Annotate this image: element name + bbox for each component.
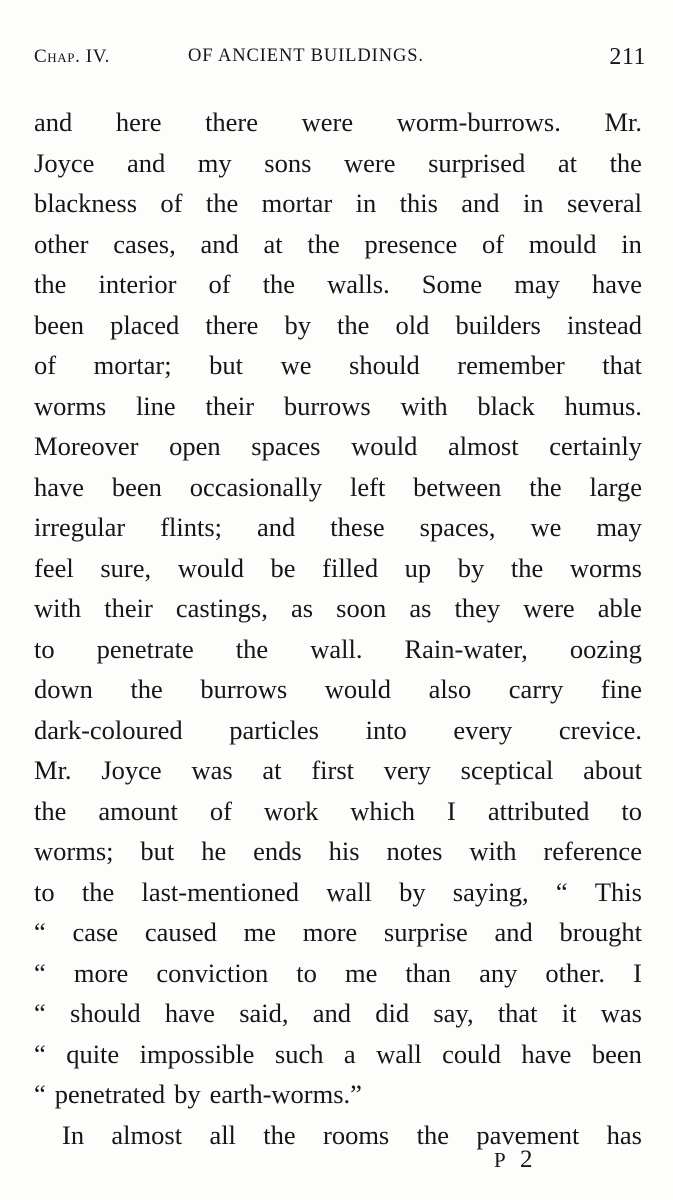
text-line: “ quite impossible such a wall could have been bbox=[34, 1038, 642, 1069]
text-line: Moreover open spaces would almost certainly bbox=[34, 431, 642, 461]
text-line: to penetrate the wall. Rain-water, oozing bbox=[34, 633, 642, 664]
text-line: and here there were worm-burrows. Mr. bbox=[34, 107, 642, 137]
body-text bbox=[34, 102, 642, 1155]
text-line: the amount of work which I attributed to bbox=[34, 795, 642, 826]
text-line: worms line their burrows with black humus. bbox=[34, 390, 642, 421]
text-line: other cases, and at the presence of mould in bbox=[34, 228, 642, 259]
text-line: feel sure, would be filled up by the worms bbox=[34, 552, 642, 583]
text-line: Joyce and my sons were surprised at the bbox=[34, 147, 642, 178]
text-line: In almost all the rooms the pavement has bbox=[62, 1119, 642, 1150]
text-line: been placed there by the old builders instead bbox=[34, 309, 642, 340]
text-line: the interior of the walls. Some may have bbox=[34, 269, 642, 299]
text-line: worms; but he ends his notes with reference bbox=[34, 836, 642, 866]
text-line: to the last-mentioned wall by saying, “ This bbox=[34, 876, 642, 907]
text-line: dark-coloured particles into every crevice. bbox=[34, 714, 642, 745]
signature-letter: P bbox=[494, 1148, 510, 1172]
chapter-title: OF ANCIENT BUILDINGS. bbox=[188, 46, 424, 66]
text-line: with their castings, as soon as they were able bbox=[34, 593, 642, 623]
text-line: “ penetrated by earth-worms.” bbox=[34, 1079, 362, 1109]
text-line: Mr. Joyce was at first very sceptical about bbox=[34, 755, 642, 785]
text-line: “ case caused me more surprise and brought bbox=[34, 917, 642, 947]
page-number: 211 bbox=[609, 44, 646, 70]
running-head bbox=[34, 44, 646, 76]
text-line: blackness of the mortar in this and in several bbox=[34, 188, 642, 218]
signature-mark bbox=[494, 1146, 536, 1174]
text-line: of mortar; but we should remember that bbox=[34, 350, 642, 380]
text-line: “ should have said, and did say, that it was bbox=[34, 998, 642, 1028]
text-line: down the burrows would also carry fine bbox=[34, 674, 642, 704]
text-line: “ more conviction to me than any other. I bbox=[34, 957, 642, 988]
text-line: have been occasionally left between the large bbox=[34, 471, 642, 502]
text-line: irregular flints; and these spaces, we may bbox=[34, 512, 642, 542]
chapter-label: Chap. IV. bbox=[34, 46, 110, 67]
signature-number: 2 bbox=[519, 1146, 537, 1173]
